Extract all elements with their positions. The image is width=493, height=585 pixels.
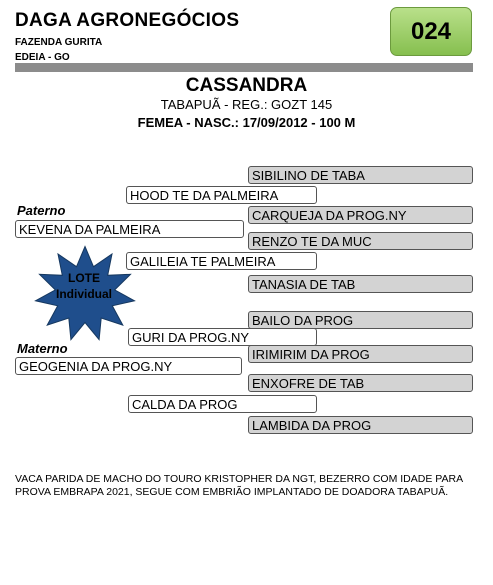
pedigree-ggp-3: RENZO TE DA MUC: [248, 232, 473, 250]
badge-line-1: LOTE: [68, 271, 100, 285]
lot-individual-badge: [47, 270, 121, 302]
pedigree-ggp-7: ENXOFRE DE TAB: [248, 374, 473, 392]
pedigree-ggp-6: IRIMIRIM DA PROG: [248, 345, 473, 363]
pedigree-ggp-5: BAILO DA PROG: [248, 311, 473, 329]
pedigree-dam-dam: CALDA DA PROG: [128, 395, 317, 413]
breed-registration: TABAPUÃ - REG.: GOZT 145: [160, 97, 333, 112]
company-name: DAGA AGRONEGÓCIOS: [15, 10, 240, 31]
maternal-label: Materno: [17, 341, 68, 356]
pedigree-ggp-2: CARQUEJA DA PROG.NY: [248, 206, 473, 224]
sex-birth-age: FEMEA - NASC.: 17/09/2012 - 100 M: [137, 115, 356, 130]
pedigree-ggp-1: SIBILINO DE TABA: [248, 166, 473, 184]
pedigree-dam-sire: GURI DA PROG.NY: [128, 328, 317, 346]
pedigree-dam: GEOGENIA DA PROG.NY: [15, 357, 242, 375]
pedigree-sire-sire: HOOD TE DA PALMEIRA: [126, 186, 317, 204]
lot-note: VACA PARIDA DE MACHO DO TOURO KRISTOPHER DA NGT, BEZERRO COM IDADE PARA PROVA EMBRAPA 2021, SEGUE COM EMBRIÃO IMPLANTADO DE DOADORA TABAPUÃ.: [15, 473, 463, 498]
lot-number-badge: 024: [390, 7, 472, 56]
pedigree-ggp-4: TANASIA DE TAB: [248, 275, 473, 293]
location: EDEIA - GO: [15, 52, 70, 63]
pedigree-ggp-8: LAMBIDA DA PROG: [248, 416, 473, 434]
pedigree-sire-dam: GALILEIA TE PALMEIRA: [126, 252, 317, 270]
farm-name: FAZENDA GURITA: [15, 37, 103, 48]
paternal-label: Paterno: [17, 203, 66, 218]
badge-line-2: Individual: [55, 287, 112, 301]
header-divider: [15, 63, 473, 72]
pedigree-sire: KEVENA DA PALMEIRA: [15, 220, 244, 238]
animal-name: CASSANDRA: [185, 75, 308, 96]
